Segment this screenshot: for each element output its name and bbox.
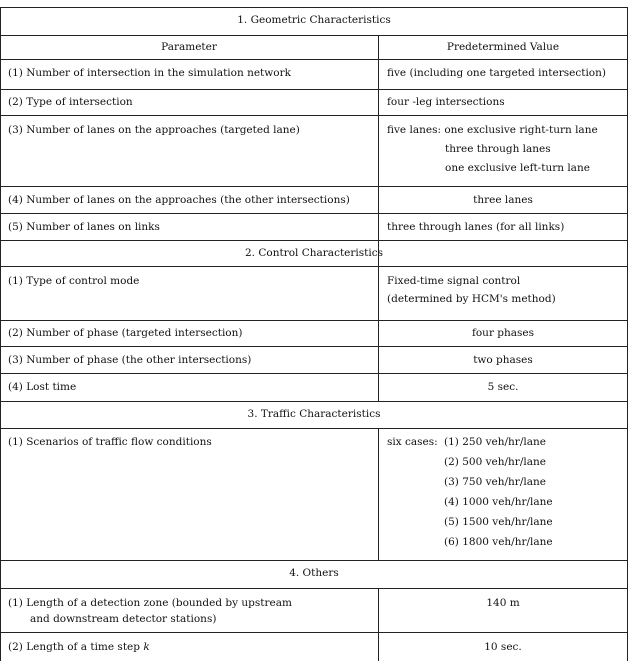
rule bbox=[0, 401, 628, 402]
value-cell: Fixed-time signal control bbox=[387, 275, 521, 287]
column-divider bbox=[378, 240, 379, 401]
section-title: 3. Traffic Characteristics bbox=[247, 408, 381, 420]
section-title: 2. Control Characteristics bbox=[245, 247, 383, 259]
value-cell: two phases bbox=[473, 354, 533, 366]
parameter-cell: (2) Number of phase (targeted intersection) bbox=[8, 327, 243, 339]
rule bbox=[0, 346, 628, 347]
column-divider bbox=[378, 35, 379, 240]
rule bbox=[0, 35, 628, 36]
value-cell: (4) 1000 veh/hr/lane bbox=[444, 496, 553, 508]
value-cell: (5) 1500 veh/hr/lane bbox=[444, 516, 553, 528]
rule bbox=[0, 89, 628, 90]
parameter-cell: (3) Number of lanes on the approaches (targeted lane) bbox=[8, 124, 300, 136]
value-cell: one exclusive left-turn lane bbox=[445, 162, 590, 174]
value-cell: 140 m bbox=[486, 597, 520, 609]
value-cell: (3) 750 veh/hr/lane bbox=[444, 476, 546, 488]
value-cell: (1) 250 veh/hr/lane bbox=[444, 436, 546, 448]
rule bbox=[0, 632, 628, 633]
value-cell: three through lanes bbox=[445, 143, 551, 155]
rule bbox=[0, 428, 628, 429]
rule bbox=[0, 59, 628, 60]
parameter-cell: (1) Scenarios of traffic flow conditions bbox=[8, 436, 212, 448]
section-title: 4. Others bbox=[289, 567, 339, 579]
value-cell: three through lanes (for all links) bbox=[387, 221, 565, 233]
rule bbox=[0, 213, 628, 214]
parameter-cell: (4) Lost time bbox=[8, 381, 77, 393]
parameter-cell: (1) Length of a detection zone (bounded by upstream bbox=[8, 597, 292, 609]
column-header-parameter: Parameter bbox=[161, 41, 217, 53]
column-header-value: Predetermined Value bbox=[446, 41, 560, 53]
rule bbox=[0, 320, 628, 321]
parameter-cell: (2) Type of intersection bbox=[8, 96, 133, 108]
parameter-cell: and downstream detector stations) bbox=[30, 613, 217, 625]
value-cell: (2) 500 veh/hr/lane bbox=[444, 456, 546, 468]
parameter-cell: (1) Number of intersection in the simulation network bbox=[8, 67, 291, 79]
rule bbox=[0, 373, 628, 374]
rule bbox=[0, 7, 628, 8]
math-variable: k bbox=[143, 641, 150, 653]
parameter-cell: (4) Number of lanes on the approaches (the other intersections) bbox=[8, 194, 350, 206]
value-prefix: six cases: bbox=[387, 436, 438, 448]
value-cell: four phases bbox=[471, 327, 535, 339]
parameter-text: (2) Length of a time step bbox=[8, 641, 140, 653]
rule bbox=[0, 266, 628, 267]
rule bbox=[0, 588, 628, 589]
column-divider bbox=[378, 428, 379, 560]
value-cell: 10 sec. bbox=[484, 641, 522, 653]
parameter-cell: (1) Type of control mode bbox=[8, 275, 140, 287]
rule bbox=[0, 115, 628, 116]
value-cell: 5 sec. bbox=[487, 381, 519, 393]
value-cell: three lanes bbox=[473, 194, 533, 206]
value-cell: (6) 1800 veh/hr/lane bbox=[444, 536, 553, 548]
rule bbox=[0, 7, 1, 661]
value-cell: four -leg intersections bbox=[387, 96, 505, 108]
section-title: 1. Geometric Characteristics bbox=[237, 14, 391, 26]
value-cell: five (including one targeted intersection) bbox=[387, 67, 606, 79]
parameter-cell: (3) Number of phase (the other intersections) bbox=[8, 354, 252, 366]
value-cell: (determined by HCM's method) bbox=[387, 293, 556, 305]
rule bbox=[0, 560, 628, 561]
value-cell: five lanes: one exclusive right-turn lane bbox=[387, 124, 598, 136]
parameter-cell bbox=[8, 641, 150, 654]
rule bbox=[0, 186, 628, 187]
rule bbox=[0, 240, 628, 241]
parameter-cell: (5) Number of lanes on links bbox=[8, 221, 160, 233]
